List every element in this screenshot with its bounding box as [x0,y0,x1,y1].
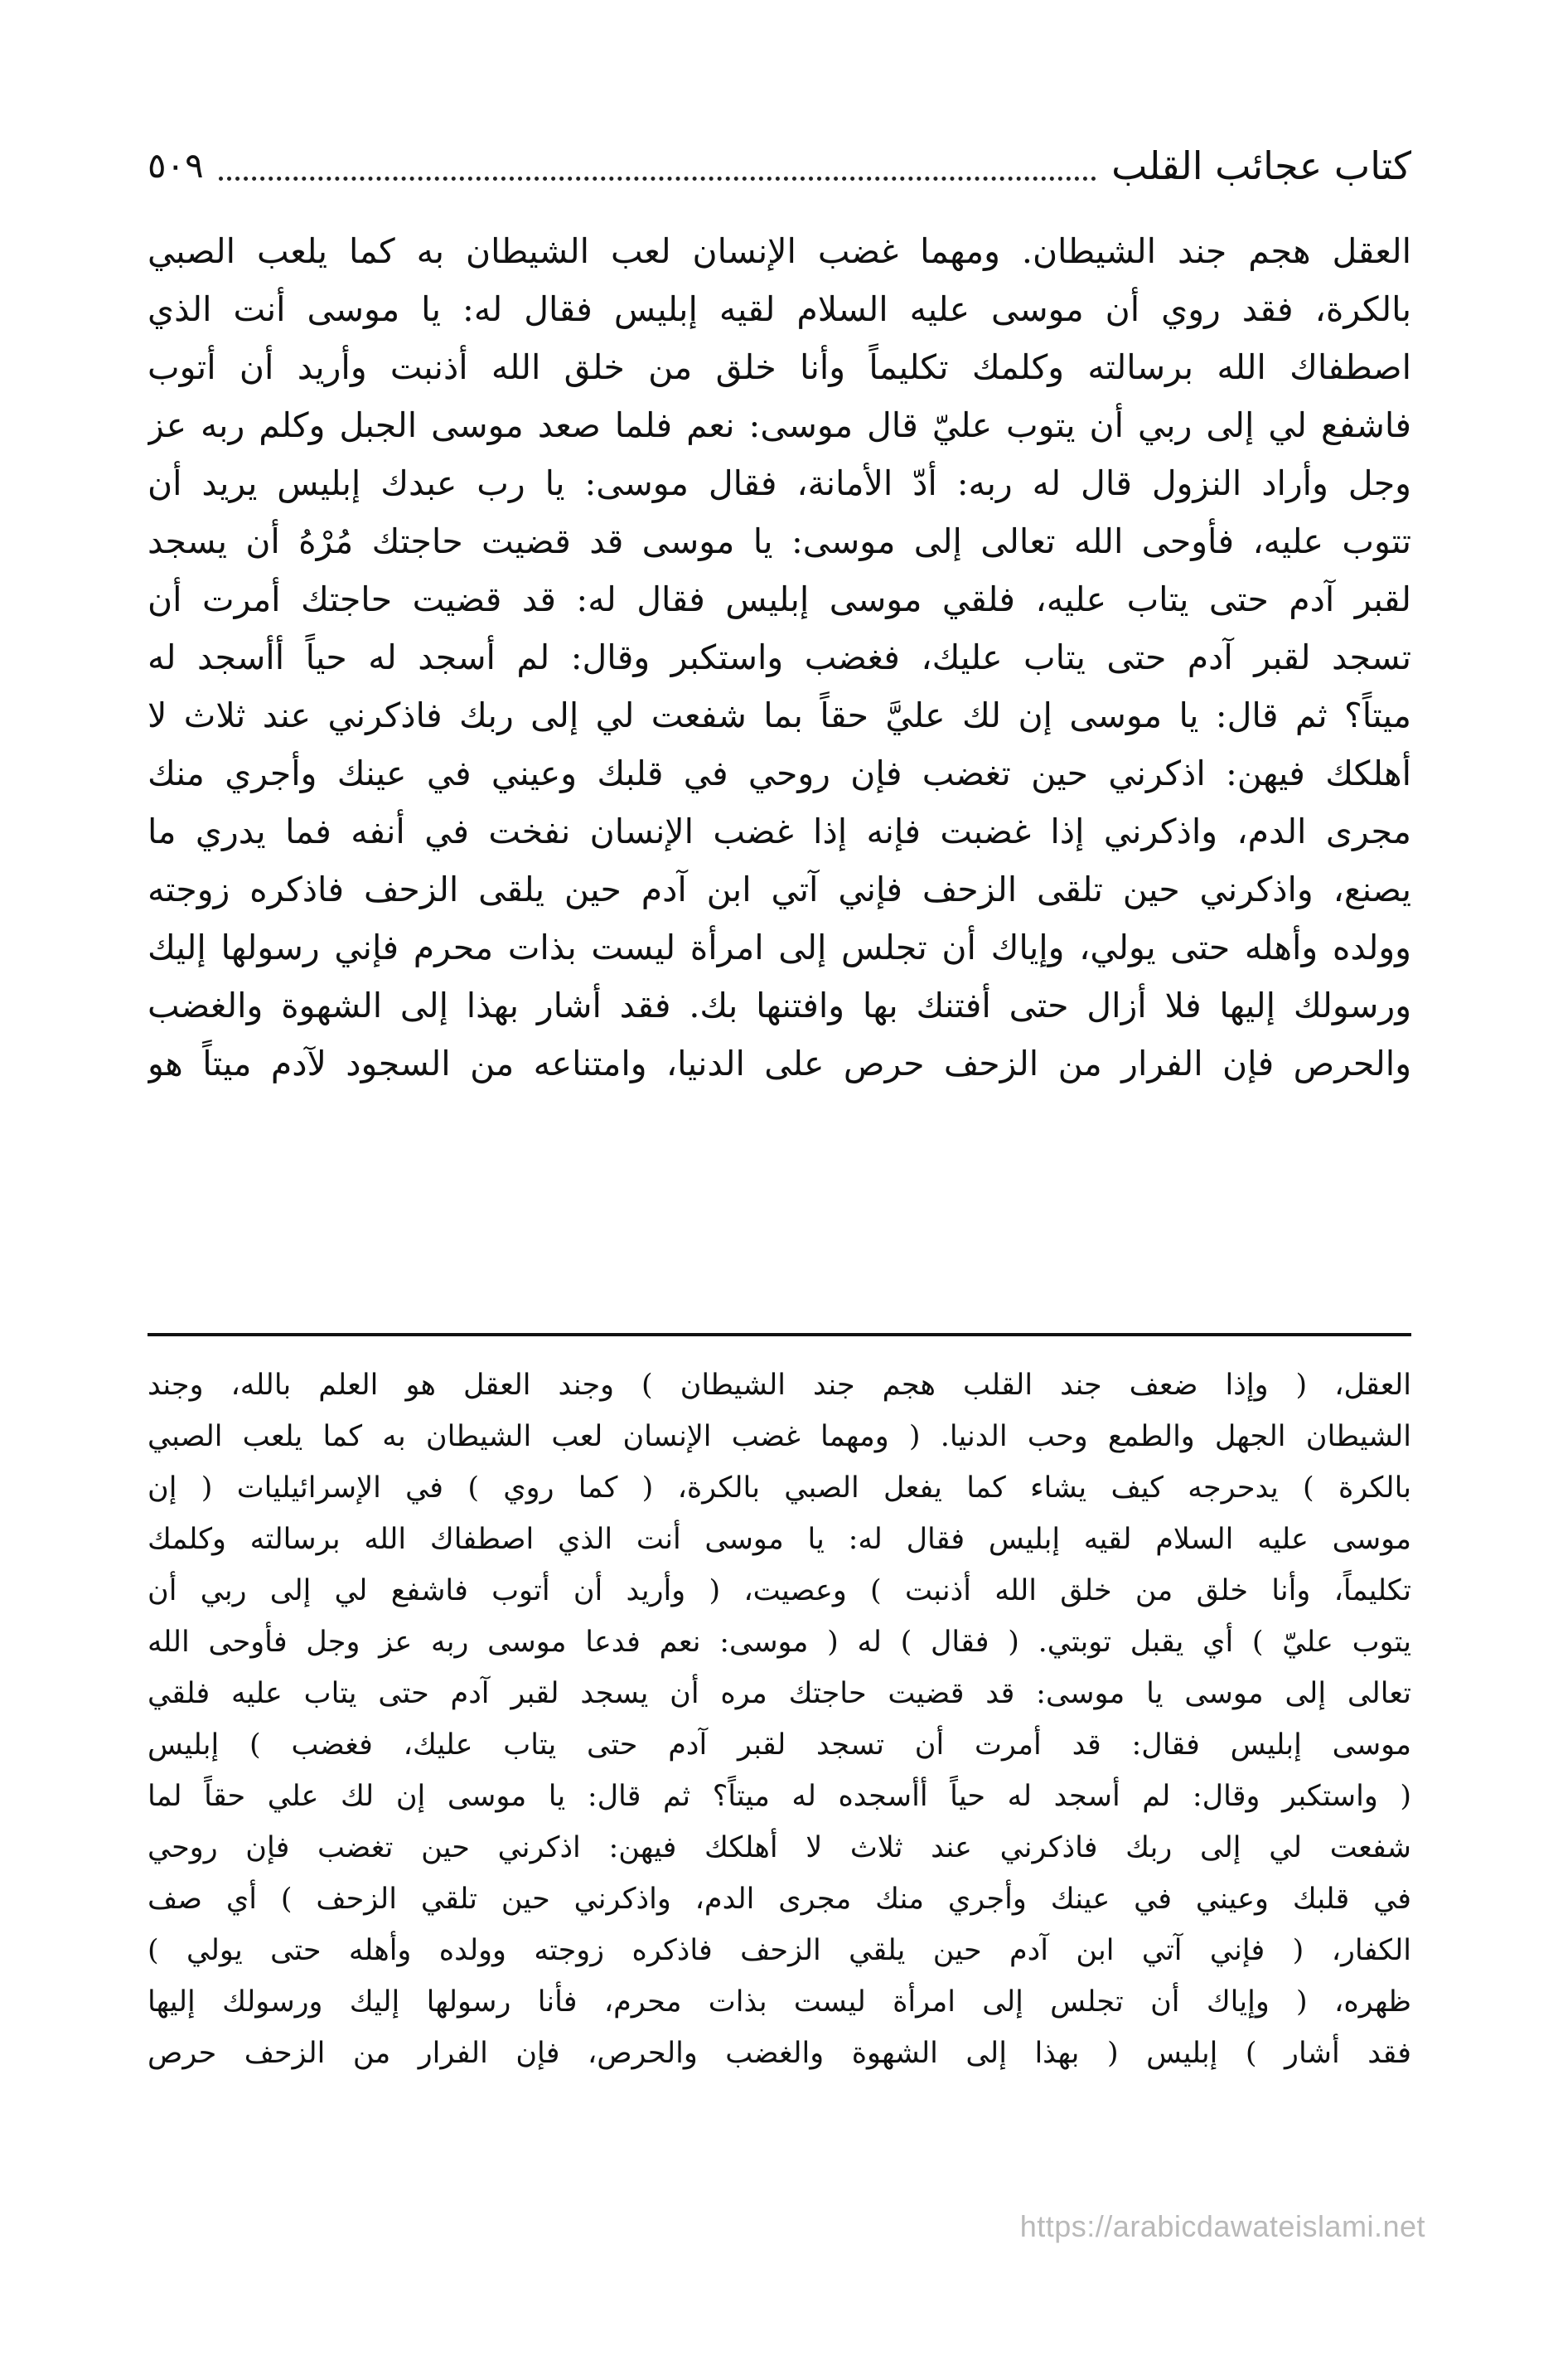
commentary-line: تعالى إلى موسى يا موسى: قد قضيت حاجتك مره أن يسجد لقبر آدم حتى يتاب عليه فلقي [148,1677,1411,1710]
commentary-line: ( واستكبر وقال: لم أسجد له حياً أأسجده له ميتاً؟ ثم قال: يا موسى إن لك علي حقاً لما [148,1780,1411,1813]
main-text-line: العقل هجم جند الشيطان. ومهما غضب الإنسان لعب الشيطان به كما يلعب الصبي [148,231,1411,271]
main-text-line: ميتاً؟ ثم قال: يا موسى إن لك عليَّ حقاً بما شفعت لي إلى ربك فاذكرني عند ثلاث لا [148,696,1411,735]
main-text-line: وولده وأهله حتى يولي، وإياك أن تجلس إلى امرأة ليست بذات محرم فإني رسولها إليك [148,928,1411,967]
section-divider [148,1333,1411,1336]
main-text-line: والحرص فإن الفرار من الزحف حرص على الدنيا، وامتناعه من السجود لآدم ميتاً هو [148,1044,1411,1083]
commentary-block [148,1360,1411,2079]
commentary-line: يتوب عليّ ) أي يقبل توبتي. ( فقال ) له ( موسى: نعم فدعا موسى ربه عز وجل فأوحى الله [148,1626,1411,1659]
main-text-line: اصطفاك الله برسالته وكلمك تكليماً وأنا خلق من خلق الله أذنبت وأريد أن أتوب [148,347,1411,387]
main-text-line: تتوب عليه، فأوحى الله تعالى إلى موسى: يا موسى قد قضيت حاجتك مُرْهُ أن يسجد [148,521,1411,561]
main-text-line: ورسولك إليها فلا أزال حتى أفتنك بها وافتنها بك. فقد أشار بهذا إلى الشهوة والغضب [148,986,1411,1025]
watermark-url: https://arabicdawateislami.net [1019,2209,1425,2243]
page-number: ٥٠٩ [148,145,204,186]
main-text-line: لقبر آدم حتى يتاب عليه، فلقي موسى إبليس فقال له: قد قضيت حاجتك أمرت أن [148,579,1411,619]
running-header [148,133,1411,191]
commentary-line: العقل، ( وإذا ضعف جند القلب هجم جند الشيطان ) وجند العقل هو العلم بالله، وجند [148,1369,1411,1402]
commentary-line: بالكرة ) يدحرجه كيف يشاء كما يفعل الصبي بالكرة، ( كما روي ) في الإسرائيليات ( إن [148,1471,1411,1505]
commentary-line: موسى عليه السلام لقيه إبليس فقال له: يا موسى أنت الذي اصطفاك الله برسالته وكلمك [148,1523,1411,1556]
main-text-line: مجرى الدم، واذكرني إذا غضبت فإنه إذا غضب الإنسان نفخت في أنفه فما يدري ما [148,812,1411,851]
commentary-line: ظهره، ( وإياك أن تجلس إلى امرأة ليست بذات محرم، فأنا رسولها إليك ورسولك إليها [148,1985,1411,2019]
main-text-line: تسجد لقبر آدم حتى يتاب عليك، فغضب واستكبر وقال: لم أسجد له حياً أأسجد له [148,637,1411,677]
commentary-line: في قلبك وعيني في عينك وأجري منك مجرى الدم، واذكرني حين تلقي الزحف ) أي صف [148,1883,1411,1916]
main-text-line: يصنع، واذكرني حين تلقى الزحف فإني آتي ابن آدم حين يلقى الزحف فاذكره زوجته [148,870,1411,909]
main-text-line: فاشفع لي إلى ربي أن يتوب عليّ قال موسى: نعم فلما صعد موسى الجبل وكلم ربه عز [148,405,1411,445]
main-text-block [148,222,1411,1093]
header-title: كتاب عجائب القلب [1111,143,1411,188]
commentary-line: فقد أشار ) إبليس ( بهذا إلى الشهوة والغضب والحرص، فإن الفرار من الزحف حرص [148,2037,1411,2070]
main-text-line: أهلكك فيهن: اذكرني حين تغضب فإن روحي في قلبك وعيني في عينك وأجري منك [148,754,1411,793]
main-text-line: وجل وأراد النزول قال له ربه: أدّ الأمانة، فقال موسى: يا رب عبدك إبليس يريد أن [148,463,1411,503]
commentary-line: الكفار، ( فإني آتي ابن آدم حين يلقي الزحف فاذكره زوجته وولده وأهله حتى يولي ) [148,1934,1411,1967]
commentary-line: شفعت لي إلى ربك فاذكرني عند ثلاث لا أهلكك فيهن: اذكرني حين تغضب فإن روحي [148,1831,1411,1864]
commentary-line: موسى إبليس فقال: قد أمرت أن تسجد لقبر آدم حتى يتاب عليك، فغضب ) إبليس [148,1728,1411,1762]
main-text-line: بالكرة، فقد روي أن موسى عليه السلام لقيه إبليس فقال له: يا موسى أنت الذي [148,289,1411,329]
header-dot-leader [219,177,1096,181]
commentary-line: تكليماً، وأنا خلق من خلق الله أذنبت ) وعصيت، ( وأريد أن أتوب فاشفع لي إلى ربي أن [148,1574,1411,1607]
commentary-line: الشيطان الجهل والطمع وحب الدنيا. ( ومهما غضب الإنسان لعب الشيطان به كما يلعب الصبي [148,1420,1411,1453]
